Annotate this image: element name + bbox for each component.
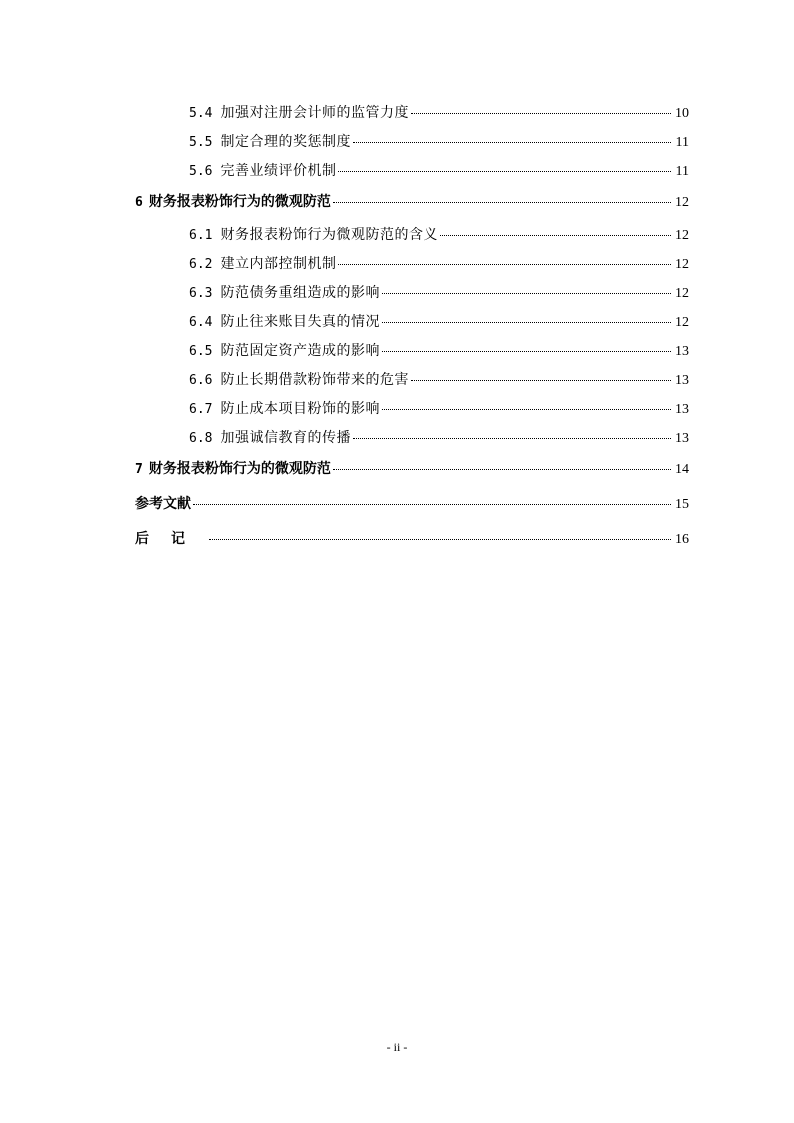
toc-entry-page: 10 [675,106,689,121]
toc-entry[interactable] [135,371,689,400]
toc-entry-page: 13 [675,373,689,388]
toc-entry-number: 6.8 [189,431,213,446]
toc-entry-page: 14 [675,462,689,477]
toc-entry-page: 16 [675,532,689,547]
toc-leader-dots [338,264,671,265]
toc-entry-page: 12 [675,315,689,330]
toc-entry[interactable] [135,162,689,191]
toc-entry-number: 5.6 [189,164,213,179]
toc-entry-page: 12 [675,286,689,301]
toc-entry-page: 15 [675,497,689,512]
toc-entry-number: 6.2 [189,257,213,272]
toc-entry-title: 财务报表粉饰行为微观防范的含义 [220,227,438,243]
toc-entry[interactable] [135,255,689,284]
toc-entry[interactable] [135,342,689,371]
toc-entry-page: 11 [675,164,689,179]
table-of-contents [135,104,689,563]
toc-leader-dots [382,351,671,352]
toc-entry[interactable] [135,104,689,133]
toc-entry-number: 6.4 [189,315,213,330]
toc-afterword-entry[interactable] [135,528,689,563]
toc-entry-number: 6 [135,195,143,210]
toc-entry-title: 防止往来账目失真的情况 [220,314,380,330]
toc-leader-dots [382,409,671,410]
toc-entry-page: 13 [675,402,689,417]
toc-entry-number: 6.3 [189,286,213,301]
toc-entry-number: 6.1 [189,228,213,243]
toc-entry[interactable] [135,226,689,255]
toc-entry[interactable] [135,313,689,342]
toc-leader-dots [333,469,671,470]
toc-entry-page: 12 [675,228,689,243]
toc-entry-number: 6.7 [189,402,213,417]
toc-leader-dots [353,438,671,439]
toc-entry-title: 防止长期借款粉饰带来的危害 [220,372,409,388]
page-number-footer: - ii - [386,1040,408,1054]
toc-entry[interactable] [135,133,689,162]
toc-entry[interactable] [135,429,689,458]
toc-entry-title: 制定合理的奖惩制度 [220,134,351,150]
toc-entry-title: 建立内部控制机制 [220,256,337,272]
toc-entry-page: 13 [675,344,689,359]
toc-entry-number: 5.4 [189,106,213,121]
toc-entry[interactable] [135,284,689,313]
toc-entry-title: 完善业绩评价机制 [220,163,337,179]
toc-entry-title: 后记 [135,531,207,547]
toc-leader-dots [209,539,671,540]
toc-entry-title: 防止成本项目粉饰的影响 [220,401,380,417]
toc-entry-number: 5.5 [189,135,213,150]
toc-entry-page: 12 [675,257,689,272]
toc-entry-number: 6.6 [189,373,213,388]
toc-entry-title: 加强对注册会计师的监管力度 [220,105,409,121]
toc-leader-dots [411,380,671,381]
toc-entry[interactable] [135,400,689,429]
toc-entry-title: 加强诚信教育的传播 [220,430,351,446]
toc-entry-title: 防范固定资产造成的影响 [220,343,380,359]
toc-entry-title: 防范债务重组造成的影响 [220,285,380,301]
toc-chapter-entry[interactable] [135,458,689,493]
toc-entry-title: 财务报表粉饰行为的微观防范 [148,194,331,210]
toc-leader-dots [353,142,671,143]
toc-entry-number: 6.5 [189,344,213,359]
toc-leader-dots [333,202,671,203]
toc-entry-page: 13 [675,431,689,446]
toc-chapter-entry[interactable] [135,191,689,226]
toc-entry-number: 7 [135,462,143,477]
toc-entry-title: 财务报表粉饰行为的微观防范 [148,461,331,477]
toc-leader-dots [411,113,671,114]
toc-entry-title: 参考文献 [135,496,191,512]
toc-leader-dots [338,171,671,172]
toc-leader-dots [440,235,671,236]
toc-leader-dots [382,322,671,323]
toc-leader-dots [382,293,671,294]
toc-entry-page: 12 [675,195,689,210]
toc-references-entry[interactable] [135,493,689,528]
toc-leader-dots [193,504,671,505]
toc-entry-page: 11 [675,135,689,150]
